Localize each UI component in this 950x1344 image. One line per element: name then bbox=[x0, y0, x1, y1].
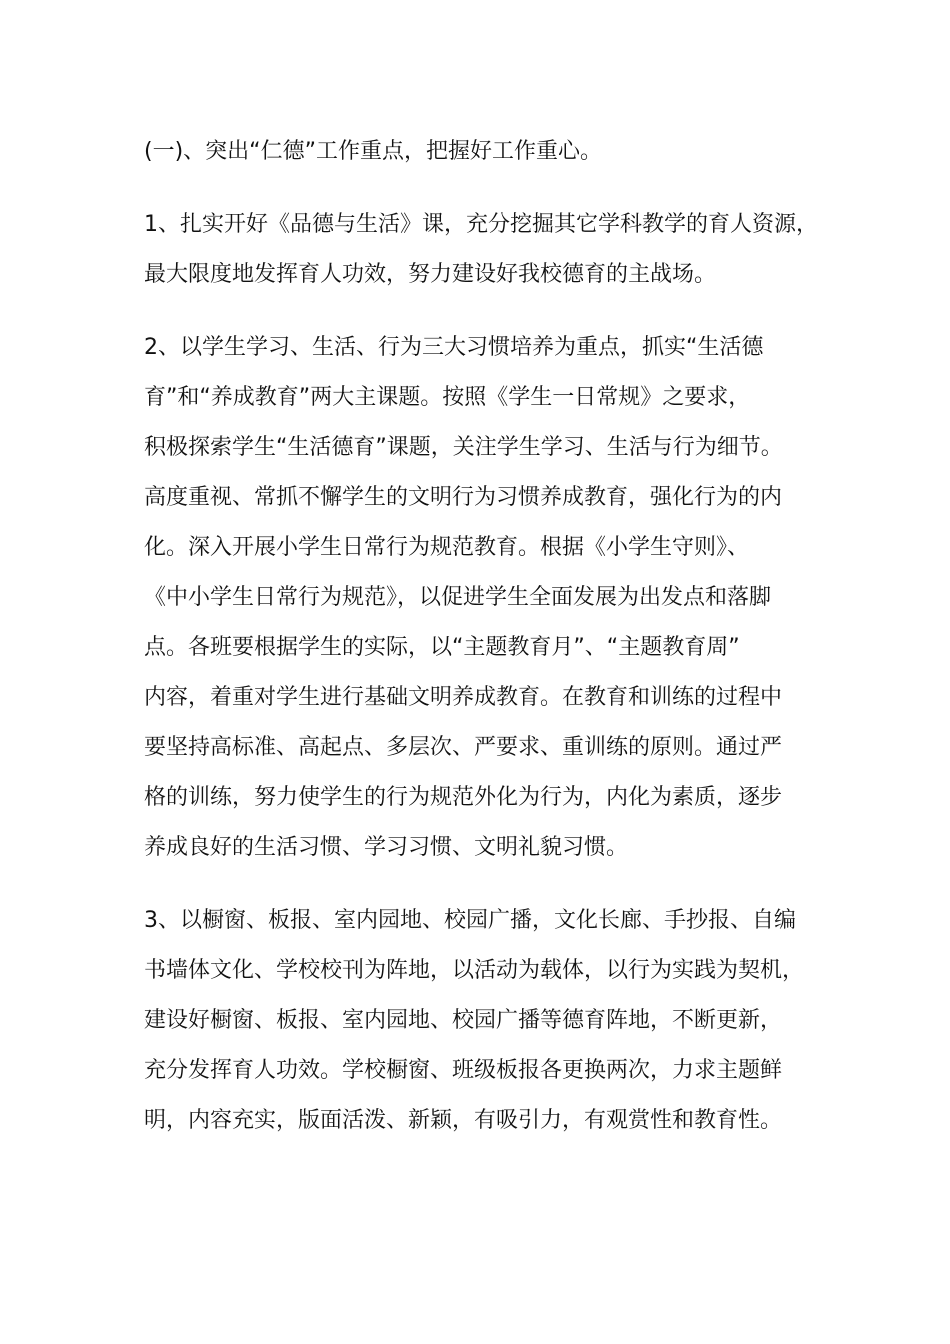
paragraph-3 bbox=[144, 896, 834, 1146]
text-line: 养成良好的生活习惯、学习习惯、文明礼貌习惯。 bbox=[144, 835, 629, 860]
text-line: 3、以橱窗、板报、室内园地、校园广播，文化长廊、手抄报、自编 bbox=[144, 908, 796, 933]
text-line: 高度重视、常抓不懈学生的文明行为习惯养成教育，强化行为的内 bbox=[144, 485, 783, 510]
text-line: (一)、突出“仁德”工作重点，把握好工作重心。 bbox=[144, 139, 602, 164]
paragraph-2 bbox=[144, 323, 834, 873]
section-heading bbox=[144, 127, 834, 177]
text-line: 1、扎实开好《品德与生活》课，充分挖掘其它学科教学的育人资源， bbox=[144, 212, 818, 237]
paragraph-1 bbox=[144, 200, 834, 300]
paragraph-gap bbox=[144, 873, 834, 896]
text-line: 充分发挥育人功效。学校橱窗、班级板报各更换两次，力求主题鲜 bbox=[144, 1058, 783, 1083]
text-line: 内容，着重对学生进行基础文明养成教育。在教育和训练的过程中 bbox=[144, 685, 783, 710]
text-line: 2、以学生学习、生活、行为三大习惯培养为重点，抓实“生活德 bbox=[144, 335, 764, 360]
text-line: 建设好橱窗、板报、室内园地、校园广播等德育阵地，不断更新， bbox=[144, 1008, 783, 1033]
paragraph-gap bbox=[144, 177, 834, 200]
text-line: 要坚持高标准、高起点、多层次、严要求、重训练的原则。通过严 bbox=[144, 735, 783, 760]
text-line: 育”和“养成教育”两大主课题。按照《学生一日常规》之要求， bbox=[144, 385, 751, 410]
text-line: 最大限度地发挥育人功效，努力建设好我校德育的主战场。 bbox=[144, 262, 717, 287]
text-line: 积极探索学生“生活德育”课题，关注学生学习、生活与行为细节。 bbox=[144, 435, 783, 460]
text-line: 格的训练，努力使学生的行为规范外化为行为，内化为素质，逐步 bbox=[144, 785, 783, 810]
document-body bbox=[144, 127, 834, 1146]
text-line: 明，内容充实，版面活泼、新颖，有吸引力，有观赏性和教育性。 bbox=[144, 1108, 783, 1133]
text-line: 点。各班要根据学生的实际，以“主题教育月”、“主题教育周” bbox=[144, 635, 740, 660]
text-line: 《中小学生日常行为规范》，以促进学生全面发展为出发点和落脚 bbox=[144, 585, 772, 610]
text-line: 书墙体文化、学校校刊为阵地，以活动为载体，以行为实践为契机， bbox=[144, 958, 805, 983]
text-line: 化。深入开展小学生日常行为规范教育。根据《小学生守则》、 bbox=[144, 535, 750, 560]
paragraph-gap bbox=[144, 300, 834, 323]
